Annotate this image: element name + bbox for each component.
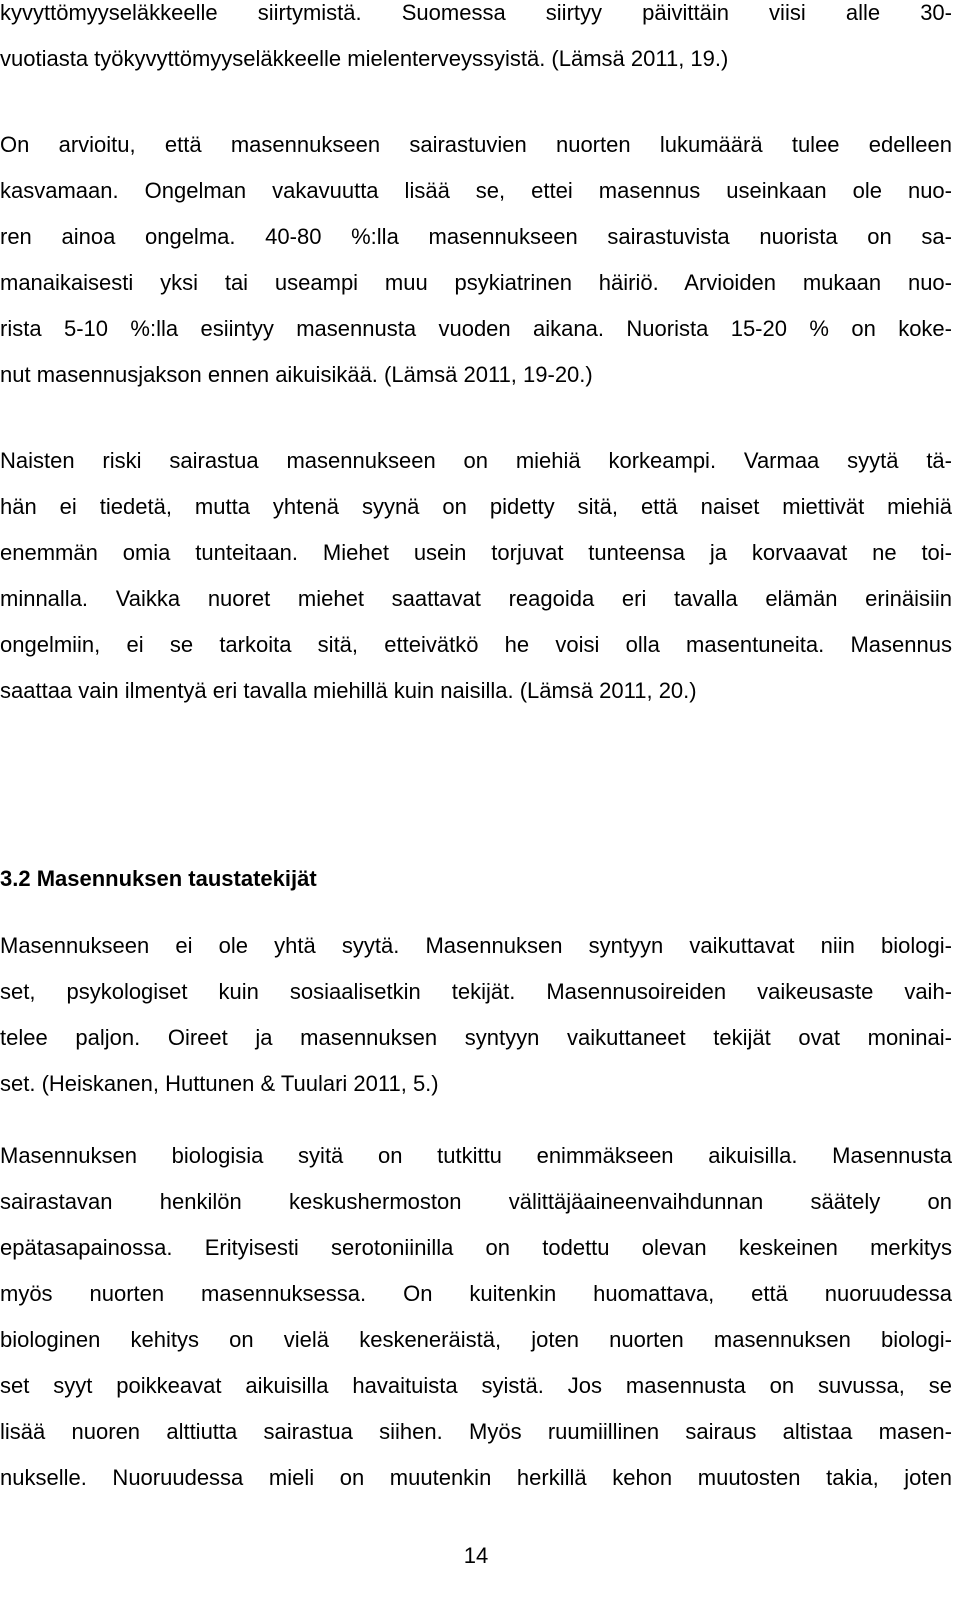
paragraph-2 [0, 122, 952, 398]
paragraph-4 [0, 923, 952, 1107]
text-line: biologinen kehitys on vielä keskeneräistä, joten nuorten masennuksen biologi- [0, 1327, 952, 1352]
paragraph-3 [0, 438, 952, 714]
text-line: vuotiasta työkyvyttömyyseläkkeelle mielenterveyssyistä. (Lämsä 2011, 19.) [0, 46, 729, 71]
text-line: set syyt poikkeavat aikuisilla havaituista syistä. Jos masennusta on suvussa, se [0, 1373, 952, 1398]
text-line: ren ainoa ongelma. 40-80 %:lla masennukseen sairastuvista nuorista on sa- [0, 224, 952, 249]
text-line: Masennuksen biologisia syitä on tutkittu enimmäkseen aikuisilla. Masennusta [0, 1143, 952, 1168]
section-heading: 3.2 Masennuksen taustatekijät [0, 866, 317, 891]
text-line: kasvamaan. Ongelman vakavuutta lisää se, ettei masennus useinkaan ole nuo- [0, 178, 952, 203]
text-line: Naisten riski sairastua masennukseen on miehiä korkeampi. Varmaa syytä tä- [0, 448, 952, 473]
text-line: kyvyttömyyseläkkeelle siirtymistä. Suomessa siirtyy päivittäin viisi alle 30- [0, 0, 952, 25]
paragraph-1 [0, 0, 952, 82]
text-line: myös nuorten masennuksessa. On kuitenkin huomattava, että nuoruudessa [0, 1281, 952, 1306]
text-line: minnalla. Vaikka nuoret miehet saattavat reagoida eri tavalla elämän erinäisiin [0, 586, 952, 611]
text-line: telee paljon. Oireet ja masennuksen syntyyn vaikuttaneet tekijät ovat moninai- [0, 1025, 952, 1050]
text-line: saattaa vain ilmentyä eri tavalla miehillä kuin naisilla. (Lämsä 2011, 20.) [0, 678, 697, 703]
text-line: nukselle. Nuoruudessa mieli on muutenkin herkillä kehon muutosten takia, joten [0, 1465, 952, 1490]
text-line: enemmän omia tunteitaan. Miehet usein torjuvat tunteensa ja korvaavat ne toi- [0, 540, 952, 565]
paragraph-5 [0, 1133, 952, 1501]
text-line: Masennukseen ei ole yhtä syytä. Masennuksen syntyyn vaikuttavat niin biologi- [0, 933, 952, 958]
text-line: set, psykologiset kuin sosiaalisetkin tekijät. Masennusoireiden vaikeusaste vaih- [0, 979, 952, 1004]
text-line: set. (Heiskanen, Huttunen & Tuulari 2011, 5.) [0, 1071, 439, 1096]
text-line: rista 5-10 %:lla esiintyy masennusta vuoden aikana. Nuorista 15-20 % on koke- [0, 316, 952, 341]
text-line: ongelmiin, ei se tarkoita sitä, etteivätkö he voisi olla masentuneita. Masennus [0, 632, 952, 657]
text-line: hän ei tiedetä, mutta yhtenä syynä on pidetty sitä, että naiset miettivät miehiä [0, 494, 952, 519]
text-line: nut masennusjakson ennen aikuisikää. (Lämsä 2011, 19-20.) [0, 362, 593, 387]
text-line: sairastavan henkilön keskushermoston välittäjäaineenvaihdunnan säätely on [0, 1189, 952, 1214]
text-line: lisää nuoren alttiutta sairastua siihen. Myös ruumiillinen sairaus altistaa masen- [0, 1419, 952, 1444]
text-line: epätasapainossa. Erityisesti serotoniinilla on todettu olevan keskeinen merkitys [0, 1235, 952, 1260]
page-number: 14 [463, 1543, 489, 1568]
text-line: On arvioitu, että masennukseen sairastuvien nuorten lukumäärä tulee edelleen [0, 132, 952, 157]
text-line: manaikaisesti yksi tai useampi muu psykiatrinen häiriö. Arvioiden mukaan nuo- [0, 270, 952, 295]
